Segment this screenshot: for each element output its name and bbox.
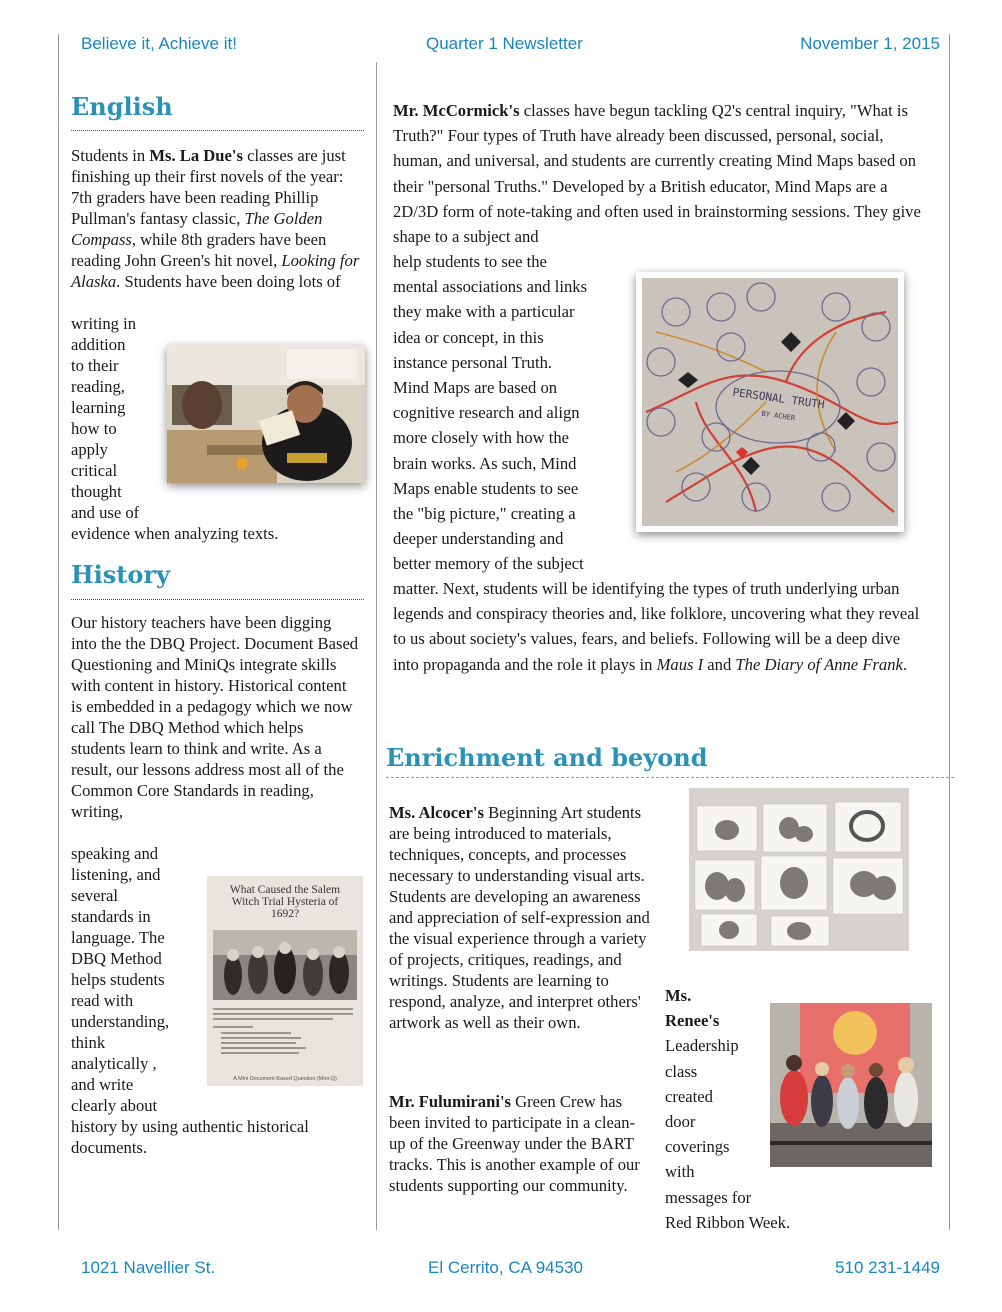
green-crew-paragraph: Mr. Fulumirani's Green Crew has been invited to participate in a clean-up of the Greenway under the BART tracks. This is another example of our students supporting our community. <box>389 1092 640 1195</box>
salem-witch-trial-document <box>207 876 363 1086</box>
renee-paragraph: Ms. Renee's Leadership class created door coverings with messages for Red Ribbon Week. <box>665 986 791 1232</box>
header-date: November 1, 2015 <box>800 34 940 53</box>
enrichment-rule <box>386 777 954 778</box>
enrichment-heading: Enrichment and beyond <box>386 743 708 772</box>
english-body: Students in Ms. La Due's classes are just finishing up their first novels of the year: 7th graders have been reading Phillip Pullman's fantasy classic, The Golden Compass, while 8th graders have been reading John Green's hit novel, Looking for Alaska. Students have been doing lots of <box>71 146 360 291</box>
mccormick-end-text: matter. Next, students will be identifying the types of truth underlying urban legends and conspiracy theories and, like folklore, uncovering what they reveal to us about society's values, fears, and beliefs. Following will be a deep dive into propaganda and the role it plays in Maus I and The Diary of Anne Frank. <box>393 579 920 674</box>
english-wrap-text: writing in addition to their reading, learning how to apply critical thought and use of <box>71 314 140 522</box>
mind-map-center-label: PERSONAL TRUTH <box>731 385 826 412</box>
history-body: Our history teachers have been digging into the the DBQ Project. Document Based Questioning and MiniQs integrate skills with content in history. Historical content is embedded in a pedagogy which we now call The DBQ Method which helps students learn to think and write. As a result, our lessons address most all of the Common Core Standards in reading, writing, <box>71 613 359 821</box>
mind-map-center-sublabel: BY ACHER <box>761 409 796 423</box>
column-divider <box>376 62 377 1230</box>
footer-phone: 510 231-1449 <box>835 1258 940 1277</box>
leadership-class-photo <box>770 1003 932 1167</box>
art-paragraph: Ms. Alcocer's Beginning Art students are being introduced to materials, techniques, concepts, and processes necessary to understanding visual arts. Students are developing an awareness and appreciation of self-expression and the visual experience through a variety of projects, critiques, readings, and writings. Students are learning to respond, analyze, and interpret others' artwork as well as their own. <box>389 803 650 1032</box>
history-last-line: history by using authentic historical documents. <box>71 1117 309 1157</box>
mind-map-photo <box>636 272 904 532</box>
history-heading: History <box>71 560 170 589</box>
art-display-photo <box>689 788 909 951</box>
right-border <box>949 34 950 1230</box>
footer-city: El Cerrito, CA 94530 <box>428 1258 583 1277</box>
english-heading: English <box>71 92 173 121</box>
english-student-photo <box>167 345 365 483</box>
document-footer: A Mini Document Based Question (Mini-Q) <box>233 1076 337 1082</box>
header-motto: Believe it, Achieve it! <box>81 34 237 53</box>
header-newsletter-title: Quarter 1 Newsletter <box>426 34 583 53</box>
english-last-line: evidence when analyzing texts. <box>71 524 279 543</box>
history-rule <box>71 599 364 600</box>
english-rule <box>71 130 364 131</box>
footer-address: 1021 Navellier St. <box>81 1258 216 1277</box>
mccormick-wrap-text: help students to see the mental associations and links they make with a particular idea or concept, in this instance personal Truth. Mind Maps are based on cognitive research and align more closely with how the brain works. As such, Mind Maps enable students to see the "big picture," creating a deeper understanding and better memory of the subject <box>393 252 588 574</box>
mccormick-body: Mr. McCormick's classes have begun tackling Q2's central inquiry, "What is Truth?" Four types of Truth have already been discussed, personal, social, human, and universal, and students are currently creating Mind Maps based on their "personal Truths." Developed by a British educator, Mind Maps are a 2D/3D form of note-taking and often used in brainstorming sessions. They give shape to a subject and <box>393 101 921 247</box>
history-wrap-text: speaking and listening, and several standards in language. The DBQ Method helps students read with understanding, think analytically , and write clearly about <box>71 844 170 1115</box>
document-title: What Caused the Salem Witch Trial Hysteria of 1692? <box>229 884 341 920</box>
left-border <box>58 34 59 1230</box>
